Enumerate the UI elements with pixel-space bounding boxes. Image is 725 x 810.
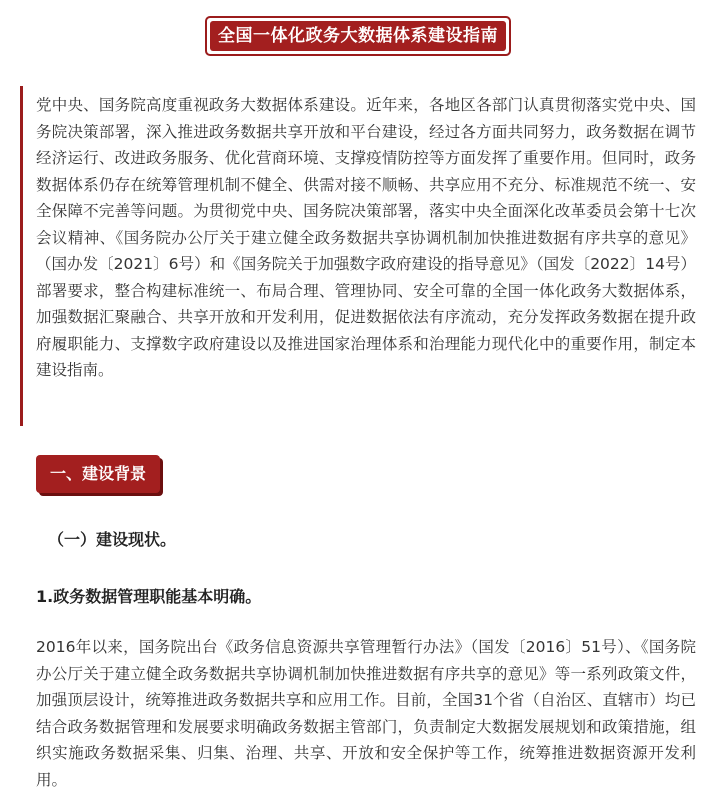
body-paragraph: 2016年以来，国务院出台《政务信息资源共享管理暂行办法》（国发〔2016〕51号）、《国务院办公厅关于建立健全政务数据共享协调机制加快推进数据有序共享的意见》等一系列政策文件，加强顶层设计，统筹推进政务数据共享和应用工作。目前，全国31个省（自治区、直辖市）均已结合政务数据管理和发展要求明确政务数据主管部门，负责制定大数据发展规划和政策措施，组织实施政务数据采集、归集、治理、共享、开放和安全保护等工作，统筹推进数据资源开发利用。 bbox=[36, 638, 696, 789]
title-badge bbox=[205, 16, 511, 56]
intro-paragraph: 党中央、国务院高度重视政务大数据体系建设。近年来，各地区各部门认真贯彻落实党中央、国务院决策部署，深入推进政务数据共享开放和平台建设，经过各方面共同努力，政务数据在调节经济运行、改进政务服务、优化营商环境、支撑疫情防控等方面发挥了重要作用。但同时，政务数据体系仍存在统筹管理机制不健全、供需对接不顺畅、共享应用不充分、标准规范不统一、安全保障不完善等问题。为贯彻党中央、国务院决策部署，落实中央全面深化改革委员会第十七次会议精神、《国务院办公厅关于建立健全政务数据共享协调机制加快推进数据有序共享的意见》（国办发〔2021〕6号）和《国务院关于加强数字政府建设的指导意见》（国发〔2022〕14号）部署要求，整合构建标准统一、布局合理、管理协同、安全可靠的全国一体化政务大数据体系，加强数据汇聚融合、共享开放和开发利用，促进数据依法有序流动，充分发挥政务数据在提升政府履职能力、支撑数字政府建设以及推进国家治理体系和治理能力现代化中的重要作用，制定本建设指南。 bbox=[36, 96, 696, 379]
point-heading: 1.政务数据管理职能基本明确。 bbox=[36, 587, 262, 606]
section-heading-tag: 一、建设背景 bbox=[36, 455, 160, 493]
subsection-heading: （一）建设现状。 bbox=[48, 530, 177, 549]
page-title: 全国一体化政务大数据体系建设指南 bbox=[210, 21, 506, 51]
